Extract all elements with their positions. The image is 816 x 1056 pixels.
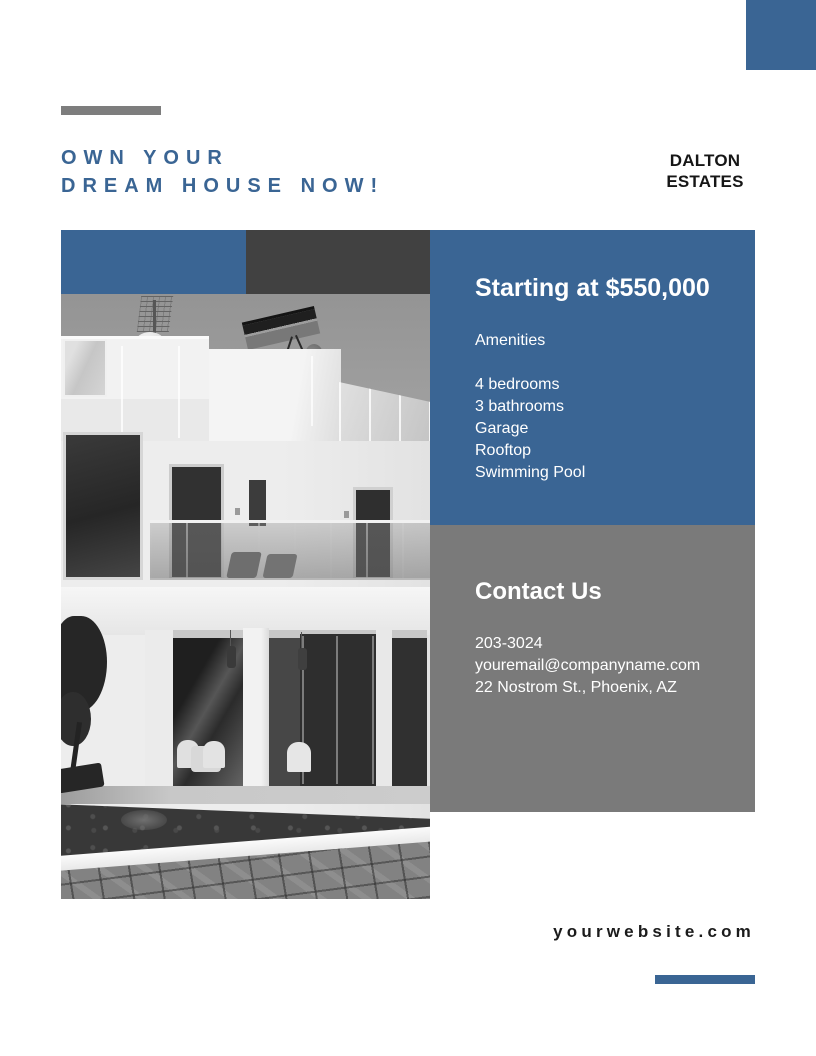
door-frame-line [372,636,374,784]
header-accent-bar [61,106,161,115]
terrace-wall-strip [376,630,392,788]
offer-panel [430,230,755,525]
terrace-floor [61,786,430,804]
amenity-item: Garage [475,420,529,437]
headline [61,144,384,200]
house-photo [61,294,430,899]
patio-chair [287,742,311,772]
amenity-item: 4 bedrooms [475,376,560,393]
brand-logo [648,150,762,192]
amenities-list [475,374,727,484]
wall-seam [121,346,123,438]
terrace-glass-door-right [300,634,376,786]
window-upper-left [63,432,143,580]
window-ground-right [392,638,427,786]
brand-line-2: ESTATES [666,172,744,191]
hanging-lantern [227,646,236,668]
brand-line-1: DALTON [669,151,741,170]
wall-seam [178,346,180,438]
headline-line-1: OWN YOUR [61,147,229,169]
contact-email: youremail@companyname.com [475,657,701,674]
balcony-lounger [262,554,297,578]
amenity-item: Swimming Pool [475,464,586,481]
wall-sconce [344,511,349,518]
contact-address: 22 Nostrom St., Phoenix, AZ [475,679,677,696]
website-text: yourwebsite.com [553,922,755,941]
top-right-accent-square [746,0,816,70]
wall-sconce [235,508,240,515]
house-penthouse [209,349,341,441]
footer-accent-bar [655,975,755,984]
price-heading: Starting at $550,000 [475,274,710,302]
terrace-column [243,628,269,788]
contact-phone: 203-3024 [475,635,543,652]
photo-accent-band-blue [61,230,246,294]
wall-seam [311,356,313,426]
patio-chair [203,741,225,768]
headline-line-2: DREAM HOUSE NOW! [61,175,385,197]
amenity-item: 3 bathrooms [475,398,564,415]
garden-shrub [121,810,167,830]
contact-panel [430,525,755,812]
balcony-lounger [226,552,262,578]
amenity-item: Rooftop [475,442,532,459]
contact-lines [475,633,731,699]
contact-heading: Contact Us [475,578,602,605]
terrace-wall-pillar [145,630,173,788]
door-frame-line [336,636,338,784]
hanging-lantern [298,648,307,670]
amenities-label: Amenities [475,332,546,349]
rooftop-glass-panel [63,339,107,397]
photo-accent-band-dark [246,230,430,294]
